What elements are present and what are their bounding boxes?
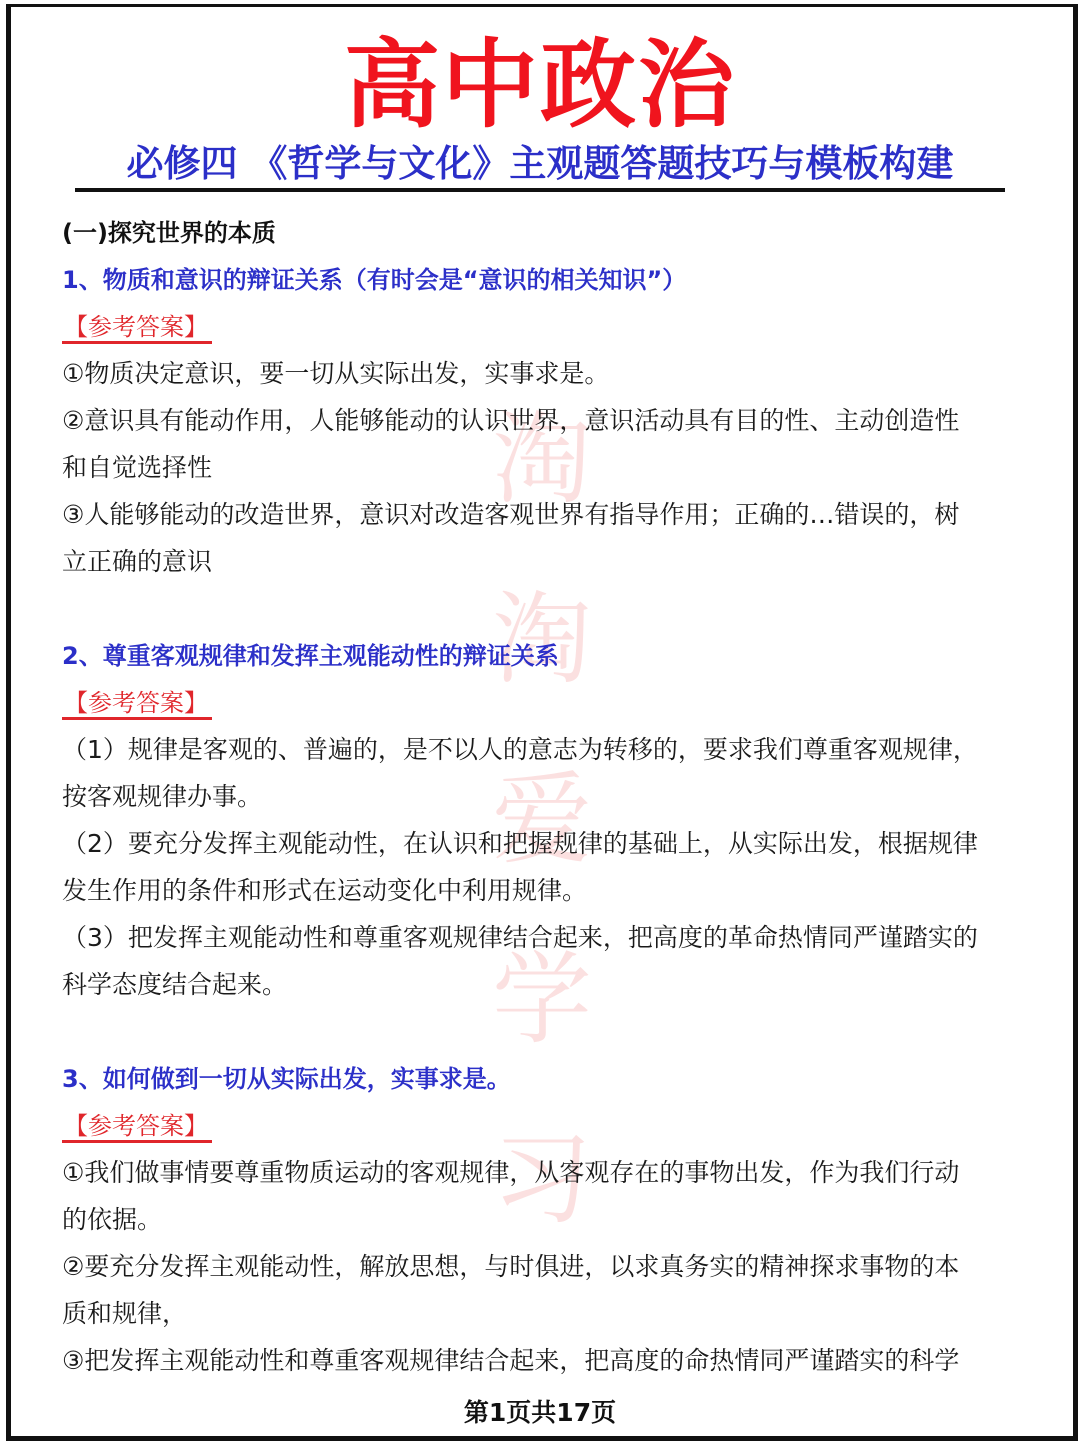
answer-line: ①我们做事情要尊重物质运动的客观规律，从客观存在的事物出发，作为我们行动: [62, 1158, 960, 1187]
page-subtitle: 必修四 《哲学与文化》主观题答题技巧与模板构建: [126, 142, 954, 185]
answer-line: 科学态度结合起来。: [62, 970, 288, 999]
answer-line: 和自觉选择性: [62, 453, 213, 482]
title-divider: [75, 188, 1005, 192]
answer-label: 【参考答案】: [62, 1112, 212, 1143]
answer-line: （2）要充分发挥主观能动性，在认识和把握规律的基础上，从实际出发，根据规律: [62, 829, 978, 858]
question-title: 1、物质和意识的辩证关系（有时会是“意识的相关知识”）: [62, 266, 687, 294]
answer-line: （3）把发挥主观能动性和尊重客观规律结合起来，把高度的革命热情同严谨踏实的: [62, 923, 978, 952]
answer-line: ③人能够能动的改造世界，意识对改造客观世界有指导作用；正确的…错误的，树: [62, 500, 960, 529]
answer-line: 发生作用的条件和形式在运动变化中利用规律。: [62, 876, 588, 905]
page-title: 高中政治: [344, 29, 736, 141]
question-title: 3、如何做到一切从实际出发，实事求是。: [62, 1065, 511, 1093]
answer-label: 【参考答案】: [62, 689, 212, 720]
answer-line: ②意识具有能动作用，人能够能动的认识世界，意识活动具有目的性、主动创造性: [62, 406, 960, 435]
answer-line: 按客观规律办事。: [62, 782, 263, 811]
answer-line: 的依据。: [62, 1205, 163, 1234]
watermark: 淘 淘 爱 学 习: [492, 401, 592, 1238]
answer-line: ①物质决定意识，要一切从实际出发，实事求是。: [62, 359, 610, 388]
answer-line: 质和规律，: [62, 1299, 188, 1328]
page-number: 第1页共17页: [463, 1398, 617, 1427]
answer-line: （1）规律是客观的、普遍的，是不以人的意志为转移的，要求我们尊重客观规律，: [62, 735, 978, 764]
answer-line: ③把发挥主观能动性和尊重客观规律结合起来，把高度的命热情同严谨踏实的科学: [62, 1346, 960, 1375]
question-title: 2、尊重客观规律和发挥主观能动性的辩证关系: [62, 642, 559, 670]
answer-label: 【参考答案】: [62, 313, 212, 344]
section-heading: (一)探究世界的本质: [62, 219, 276, 247]
answer-line: ②要充分发挥主观能动性，解放思想，与时俱进，以求真务实的精神探求事物的本: [62, 1252, 960, 1281]
answer-line: 立正确的意识: [62, 547, 213, 576]
